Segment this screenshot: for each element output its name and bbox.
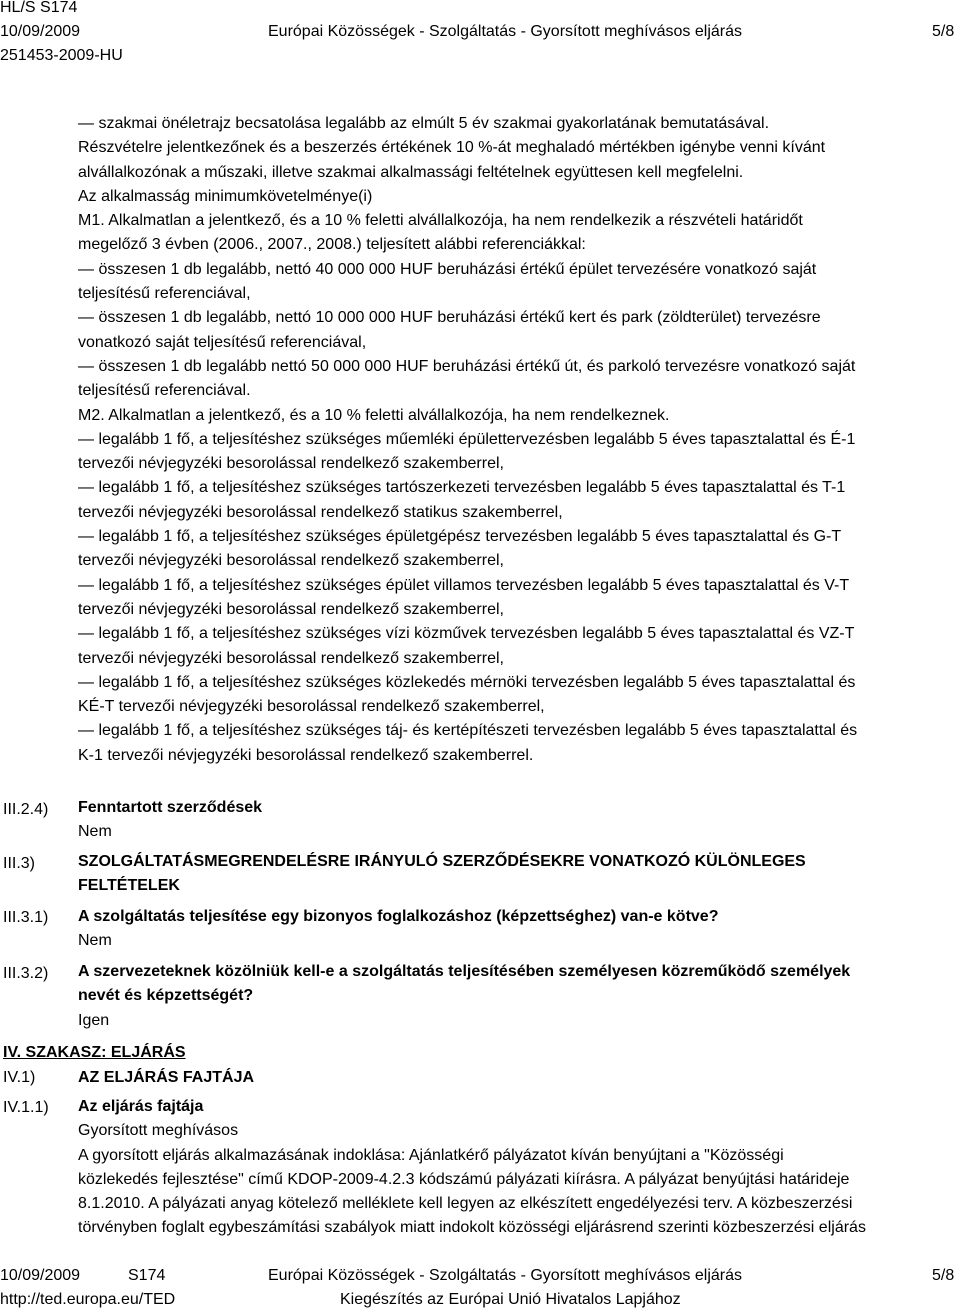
body-line: teljesítésű referenciával. xyxy=(78,382,251,400)
body-line: — összesen 1 db legalább, nettó 10 000 000 HUF beruházási értékű kert és park (zöldterület) tervezésre xyxy=(78,309,821,327)
section-label-iv-1-1: IV.1.1) xyxy=(3,1099,49,1116)
section-profession xyxy=(78,905,953,954)
header-title: Európai Közösségek - Szolgáltatás - Gyorsított meghívásos eljárás xyxy=(268,23,742,40)
section-value: Igen xyxy=(78,1011,110,1029)
section-label-iii-2-4: III.2.4) xyxy=(3,801,49,818)
header-doc-id: HL/S S174 xyxy=(0,0,78,16)
body-line: tervezői névjegyzéki besorolással rendelkező szakemberrel, xyxy=(78,649,504,667)
section-label-iv-1: IV.1) xyxy=(3,1069,36,1086)
procedure-text-line: A gyorsított eljárás alkalmazásának indoklása: Ajánlatkérő pályázatot kíván benyújtani a "Közösségi xyxy=(78,1146,784,1164)
body-line: alvállalkozónak a műszaki, illetve szakmai alkalmassági feltételnek együttesen kell megfelelni. xyxy=(78,163,744,181)
header-page-number: 5/8 xyxy=(932,23,955,40)
body-line: vonatkozó saját teljesítésű referenciával, xyxy=(78,333,367,351)
body-line: — összesen 1 db legalább, nettó 40 000 000 HUF beruházási értékű épület tervezésére vonatkozó saját xyxy=(78,260,817,278)
body-line: — legalább 1 fő, a teljesítéshez szükséges épület villamos tervezésben legalább 5 éves tapasztalattal és V-T xyxy=(78,576,850,594)
footer-title: Európai Közösségek - Szolgáltatás - Gyorsított meghívásos eljárás xyxy=(268,1267,742,1284)
footer-supplement: Kiegészítés az Európai Unió Hivatalos Lapjához xyxy=(340,1291,681,1308)
section-title: Fenntartott szerződések xyxy=(78,799,263,816)
footer-date: 10/09/2009 xyxy=(0,1267,81,1284)
section-staff-names xyxy=(78,960,953,1033)
body-line: K-1 tervezői névjegyzéki besorolással rendelkező szakemberrel. xyxy=(78,746,534,764)
section-title-line2: nevét és képzettségét? xyxy=(78,987,254,1005)
section-value: Nem xyxy=(78,823,112,841)
section-title-line1: SZOLGÁLTATÁSMEGRENDELÉSRE IRÁNYULÓ SZERZŐDÉSEKRE VONATKOZÓ KÜLÖNLEGES xyxy=(78,853,806,870)
procedure-text-line: törvényben foglalt egybeszámítási szabályok miatt indokolt közösségi eljárásrend szerinti közbeszerzési eljárás xyxy=(78,1219,866,1237)
section-title-procedure-type: AZ ELJÁRÁS FAJTÁJA xyxy=(78,1069,255,1086)
body-line: — legalább 1 fő, a teljesítéshez szükséges vízi közművek tervezésben legalább 5 éves tapasztalattal és VZ-T xyxy=(78,625,855,643)
procedure-text-line: Gyorsított meghívásos xyxy=(78,1122,239,1140)
section-title-line2: FELTÉTELEK xyxy=(78,877,180,895)
section-title: Az eljárás fajtája xyxy=(78,1098,204,1115)
body-line: tervezői névjegyzéki besorolással rendelkező statikus szakemberrel, xyxy=(78,503,563,521)
body-line: M2. Alkalmatlan a jelentkező, és a 10 % feletti alvállalkozója, ha nem rendelkeznek. xyxy=(78,406,670,424)
body-line: KÉ-T tervezői névjegyzéki besorolással rendelkező szakemberrel, xyxy=(78,698,545,716)
part-iv-title: IV. SZAKASZ: ELJÁRÁS xyxy=(3,1044,186,1061)
body-line: Az alkalmasság minimumkövetelménye(i) xyxy=(78,187,373,205)
body-line: teljesítésű referenciával, xyxy=(78,285,251,303)
body-line: — összesen 1 db legalább nettó 50 000 000 HUF beruházási értékű út, és parkoló tervezésre vonatkozó saját xyxy=(78,357,856,375)
body-line: — legalább 1 fő, a teljesítéshez szükséges épületgépész tervezésben legalább 5 éves tapasztalattal és G-T xyxy=(78,528,842,546)
body-line: Részvételre jelentkezőnek és a beszerzés értékének 10 %-át meghaladó mértékben igénybe venni kívánt xyxy=(78,139,826,157)
footer-url[interactable]: http://ted.europa.eu/TED xyxy=(0,1291,176,1308)
section-title-line1: A szervezeteknek közölniük kell-e a szolgáltatás teljesítésében személyesen közreműködő személyek xyxy=(78,963,851,980)
procedure-text-line: közlekedés fejlesztése" című KDOP-2009-4.2.3 kódszámú pályázati kiírásra. A pályázat benyújtási határideje xyxy=(78,1170,850,1188)
body-line: tervezői névjegyzéki besorolással rendelkező szakemberrel, xyxy=(78,455,504,473)
footer-page-number: 5/8 xyxy=(932,1267,955,1284)
body-line: — legalább 1 fő, a teljesítéshez szükséges közlekedés mérnöki tervezésben legalább 5 éves tapasztalattal és xyxy=(78,673,856,691)
body-line: — legalább 1 fő, a teljesítéshez szükséges táj- és kertépítészeti tervezésben legalább 5 éves tapasztalattal és xyxy=(78,722,858,740)
footer-series: S174 xyxy=(128,1267,166,1284)
body-line: M1. Alkalmatlan a jelentkező, és a 10 % feletti alvállalkozója, ha nem rendelkezik a részvételi határidőt xyxy=(78,212,803,230)
body-line: megelőző 3 évben (2006., 2007., 2008.) teljesített alábbi referenciákkal: xyxy=(78,236,586,254)
section-label-iii-3: III.3) xyxy=(3,855,36,872)
section-procedure xyxy=(78,1095,953,1241)
body-line: tervezői névjegyzéki besorolással rendelkező szakemberrel, xyxy=(78,552,504,570)
section-label-iii-3-1: III.3.1) xyxy=(3,909,49,926)
header-notice-number: 251453-2009-HU xyxy=(0,47,123,64)
section-value: Nem xyxy=(78,932,112,950)
body-line: — legalább 1 fő, a teljesítéshez szükséges műemléki épülettervezésben legalább 5 éves tapasztalattal és É-1 xyxy=(78,430,856,448)
procedure-text-line: 8.1.2010. A pályázati anyag kötelező melléklete kell legyen az elkészített engedélyezési terv. A közbeszerzési xyxy=(78,1195,853,1213)
section-label-iii-3-2: III.3.2) xyxy=(3,965,49,982)
body-line: tervezői névjegyzéki besorolással rendelkező szakemberrel, xyxy=(78,600,504,618)
section-special-conditions xyxy=(78,850,953,899)
body-text xyxy=(78,112,948,768)
section-title: A szolgáltatás teljesítése egy bizonyos foglalkozáshoz (képzettséghez) van-e kötve? xyxy=(78,908,719,925)
section-reserved-contracts xyxy=(78,796,953,845)
header-date: 10/09/2009 xyxy=(0,23,81,40)
body-line: — szakmai önéletrajz becsatolása legalább az elmúlt 5 év szakmai gyakorlatának bemutatásával. xyxy=(78,115,770,132)
body-line: — legalább 1 fő, a teljesítéshez szükséges tartószerkezeti tervezésben legalább 5 éves tapasztalattal és T-1 xyxy=(78,479,846,497)
